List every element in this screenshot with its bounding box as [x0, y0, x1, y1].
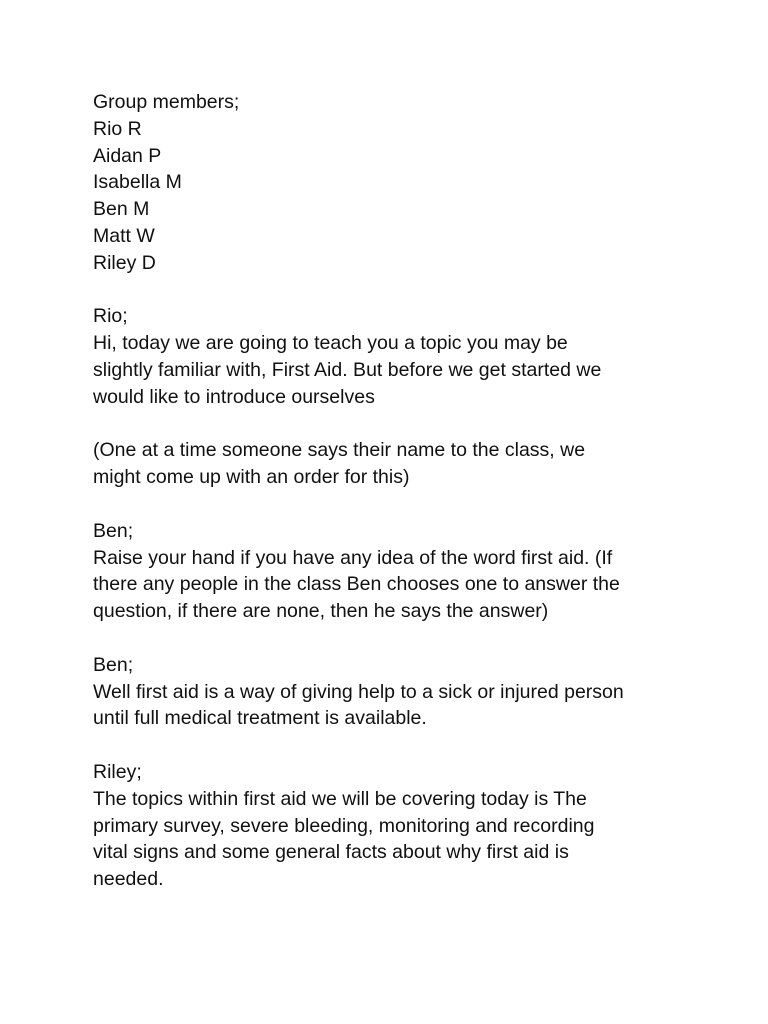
script-line: Well first aid is a way of giving help to a sick or injured person	[93, 680, 624, 703]
section-rio-intro	[93, 303, 703, 410]
script-line: would like to introduce ourselves	[93, 385, 375, 408]
group-member: Aidan P	[93, 144, 162, 167]
paragraph-gap	[93, 625, 703, 652]
script-line: The topics within first aid we will be covering today is The	[93, 787, 587, 810]
script-line: vital signs and some general facts about why first aid is	[93, 841, 569, 864]
section-ben-question	[93, 518, 703, 625]
group-member: Riley D	[93, 251, 156, 274]
group-member: Rio R	[93, 117, 142, 140]
script-line: Hi, today we are going to teach you a topic you may be	[93, 332, 568, 355]
script-line: (One at a time someone says their name to the class, we	[93, 439, 586, 462]
script-line: until full medical treatment is available.	[93, 707, 427, 730]
speaker-label: Rio;	[93, 305, 128, 328]
script-line: slightly familiar with, First Aid. But before we get started we	[93, 358, 602, 381]
group-member: Ben M	[93, 198, 150, 221]
speaker-label: Ben;	[93, 653, 134, 676]
document-page	[93, 89, 703, 893]
group-heading: Group members;	[93, 91, 240, 113]
group-member: Matt W	[93, 224, 155, 247]
script-line: there any people in the class Ben chooses one to answer the	[93, 573, 620, 596]
script-line: might come up with an order for this)	[93, 466, 410, 489]
speaker-label: Ben;	[93, 519, 134, 542]
script-line: needed.	[93, 868, 164, 891]
paragraph-gap	[93, 491, 703, 518]
script-line: Raise your hand if you have any idea of the word first aid. (If	[93, 546, 613, 569]
paragraph-gap	[93, 277, 703, 304]
section-stage-direction	[93, 437, 703, 491]
script-line: primary survey, severe bleeding, monitoring and recording	[93, 814, 595, 837]
section-ben-definition	[93, 652, 703, 732]
paragraph-gap	[93, 411, 703, 438]
paragraph-gap	[93, 732, 703, 759]
speaker-label: Riley;	[93, 760, 142, 783]
script-line: question, if there are none, then he says the answer)	[93, 600, 549, 623]
section-riley-topics	[93, 759, 703, 893]
group-members-block	[93, 89, 703, 277]
group-member: Isabella M	[93, 171, 182, 194]
